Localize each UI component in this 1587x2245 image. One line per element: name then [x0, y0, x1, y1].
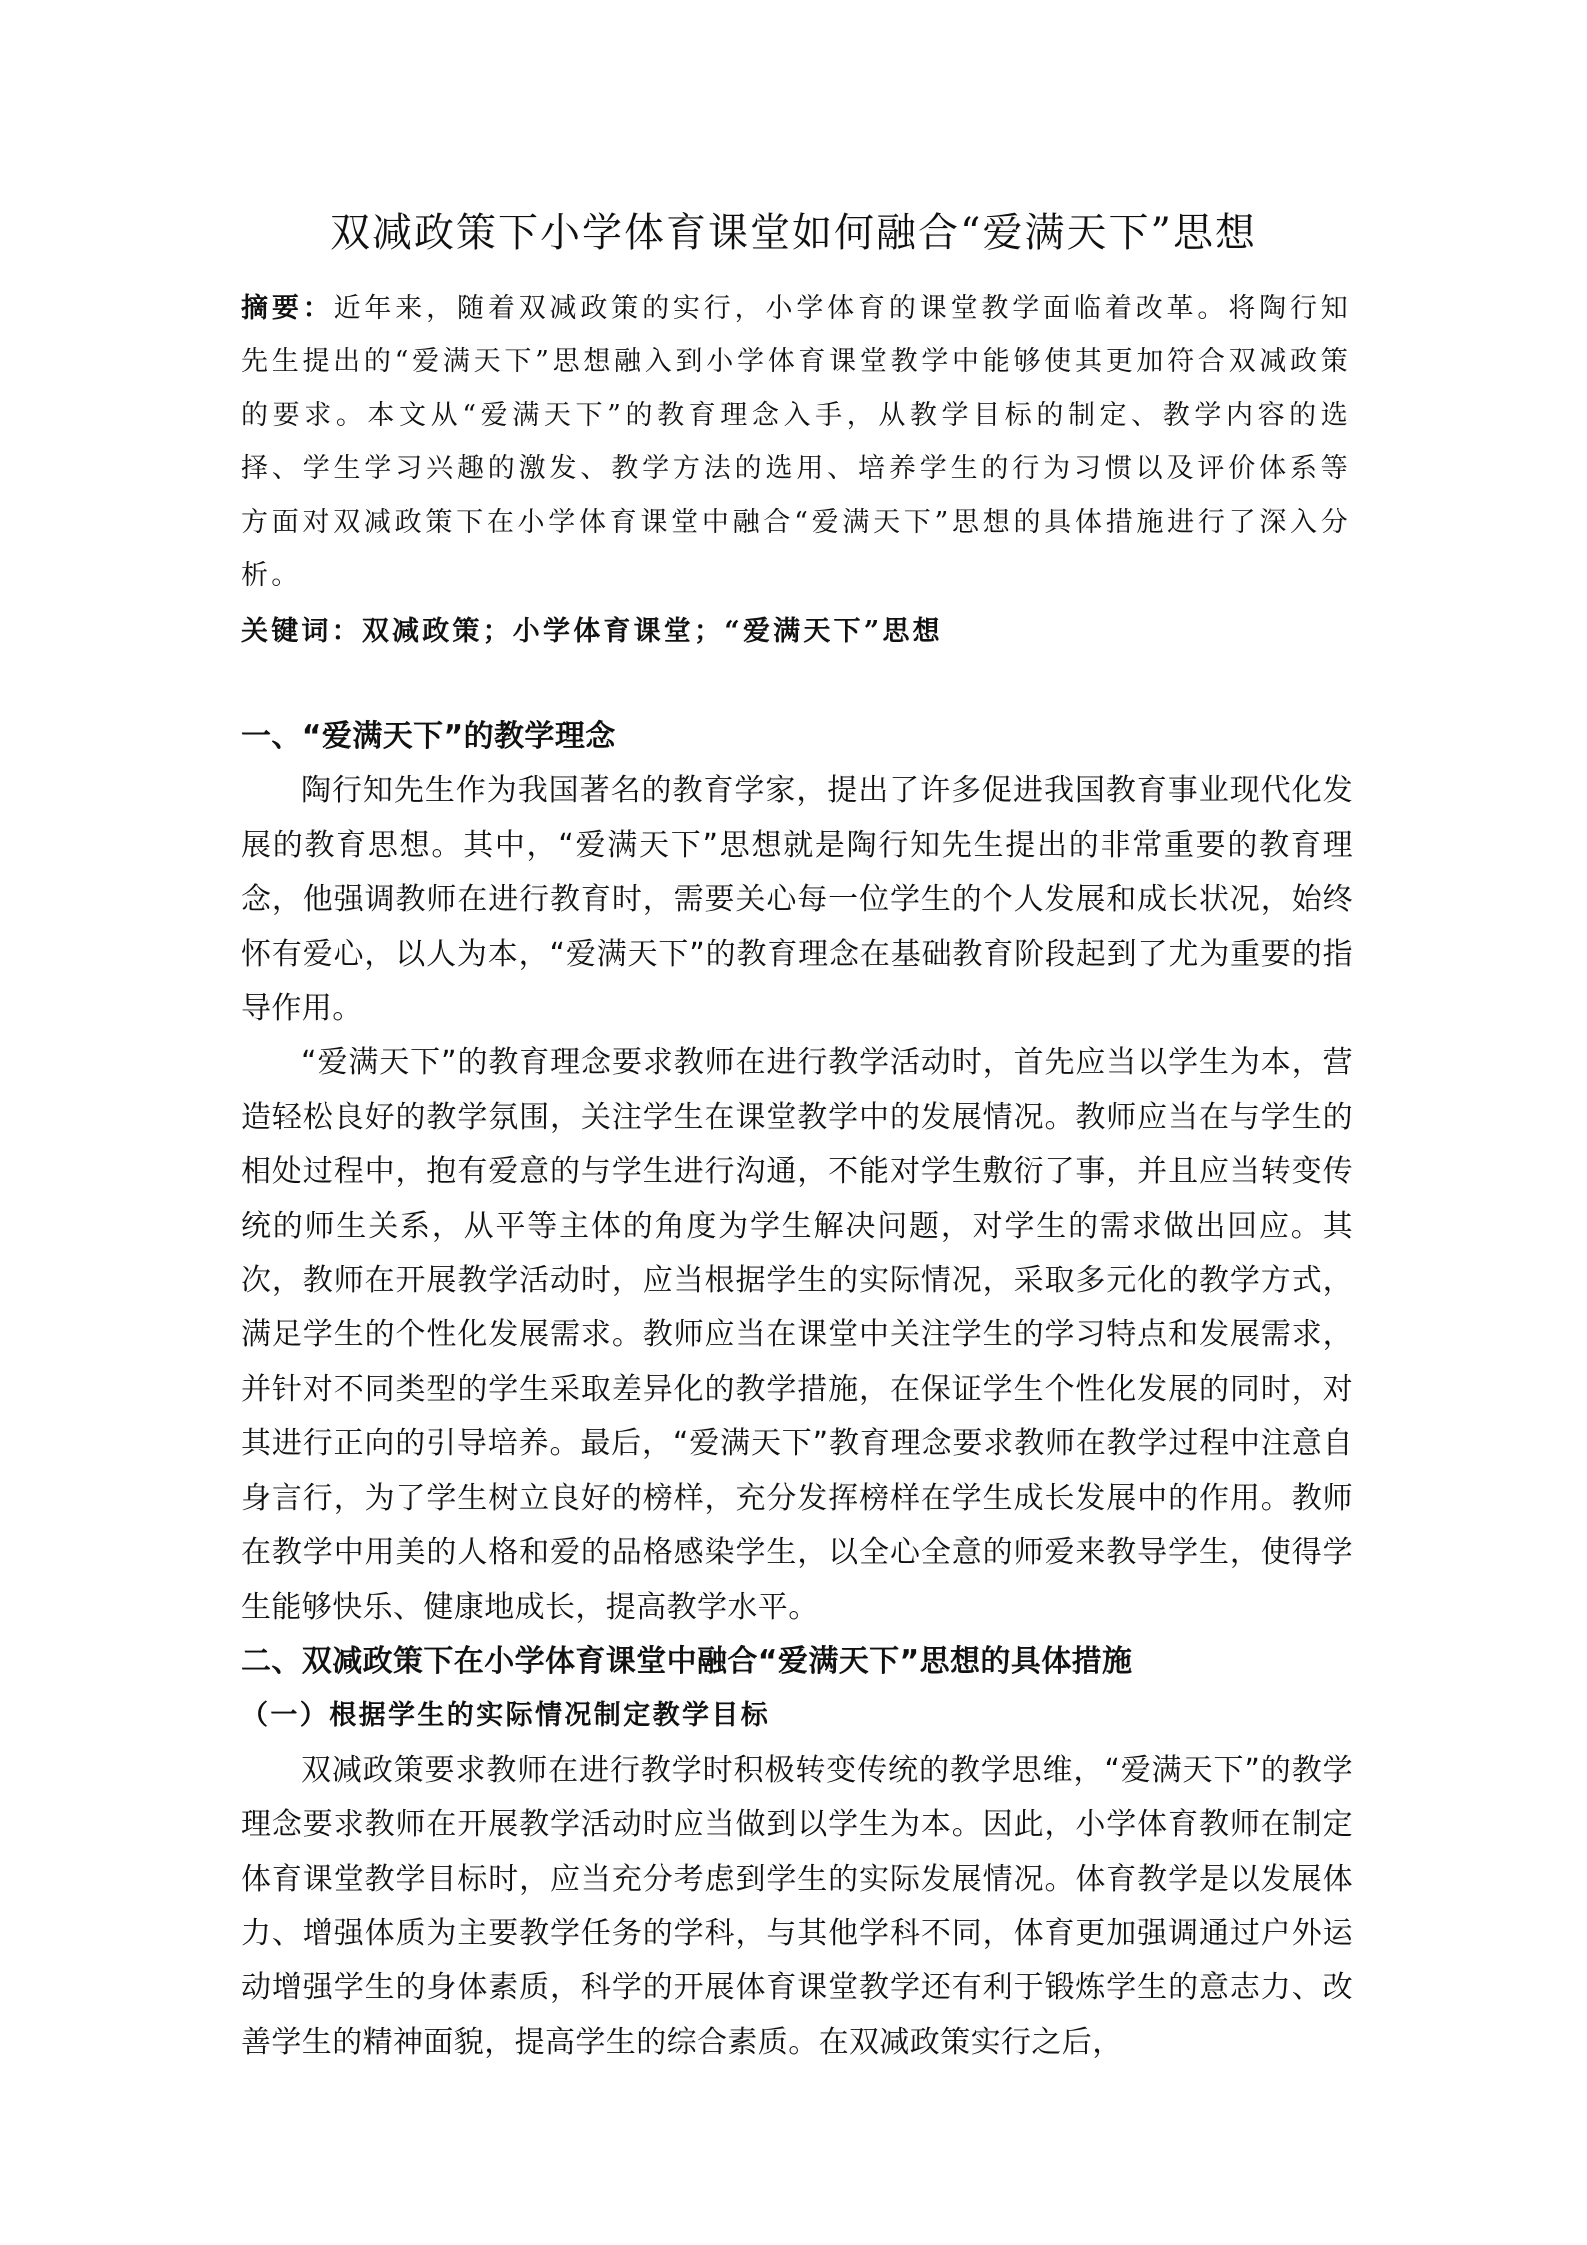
keywords-label: 关键词： — [241, 616, 362, 647]
main-body — [241, 710, 1353, 2070]
keywords — [241, 605, 1351, 658]
subsection-2-1-paragraph: 双减政策要求教师在进行教学时积极转变传统的教学思维，“爱满天下”的教学理念要求教师在开展教学活动时应当做到以学生为本。因此，小学体育教师在制定体育课堂教学目标时，应当充分考虑到学生的实际发展情况。体育教学是以发展体力、增强体质为主要教学任务的学科，与其他学科不同，体育更加强调通过户外运动增强学生的身体素质，科学的开展体育课堂教学还有利于锻炼学生的意志力、改善学生的精神面貌，提高学生的综合素质。在双减政策实行之后， — [241, 1752, 1353, 2060]
abstract-label: 摘要： — [241, 293, 334, 324]
subsection-2-1-heading: （一）根据学生的实际情况制定教学目标 — [241, 1700, 771, 1732]
abstract-text: 近年来，随着双减政策的实行，小学体育的课堂教学面临着改革。将陶行知先生提出的“爱满天下”思想融入到小学体育课堂教学中能够使其更加符合双减政策的要求。本文从“爱满天下”的教育理念入手，从教学目标的制定、教学内容的选择、学生学习兴趣的激发、教学方法的选用、培养学生的行为习惯以及评价体系等方面对双减政策下在小学体育课堂中融合“爱满天下”思想的具体措施进行了深入分析。 — [241, 293, 1351, 592]
keywords-text: 双减政策；小学体育课堂；“爱满天下”思想 — [361, 616, 943, 647]
paper-title: 双减政策下小学体育课堂如何融合“爱满天下”思想 — [330, 210, 1257, 256]
section-2-heading: 二、双减政策下在小学体育课堂中融合“爱满天下”思想的具体措施 — [241, 1643, 1133, 1679]
section-1-paragraph-1: 陶行知先生作为我国著名的教育学家，提出了许多促进我国教育事业现代化发展的教育思想。其中，“爱满天下”思想就是陶行知先生提出的非常重要的教育理念，他强调教师在进行教育时，需要关心每一位学生的个人发展和成长状况，始终怀有爱心，以人为本，“爱满天下”的教育理念在基础教育阶段起到了尤为重要的指导作用。 — [241, 773, 1353, 1027]
section-1-heading: 一、“爱满天下”的教学理念 — [241, 719, 616, 754]
abstract — [241, 282, 1351, 602]
section-1-paragraph-2: “爱满天下”的教育理念要求教师在进行教学活动时，首先应当以学生为本，营造轻松良好的教学氛围，关注学生在课堂教学中的发展情况。教师应当在与学生的相处过程中，抱有爱意的与学生进行沟通，不能对学生敷衍了事，并且应当转变传统的师生关系，从平等主体的角度为学生解决问题，对学生的需求做出回应。其次，教师在开展教学活动时，应当根据学生的实际情况，采取多元化的教学方式，满足学生的个性化发展需求。教师应当在课堂中关注学生的学习特点和发展需求，并针对不同类型的学生采取差异化的教学措施，在保证学生个性化发展的同时，对其进行正向的引导培养。最后，“爱满天下”教育理念要求教师在教学过程中注意自身言行，为了学生树立良好的榜样，充分发挥榜样在学生成长发展中的作用。教师在教学中用美的人格和爱的品格感染学生，以全心全意的师爱来教导学生，使得学生能够快乐、健康地成长，提高教学水平。 — [241, 1045, 1353, 1625]
